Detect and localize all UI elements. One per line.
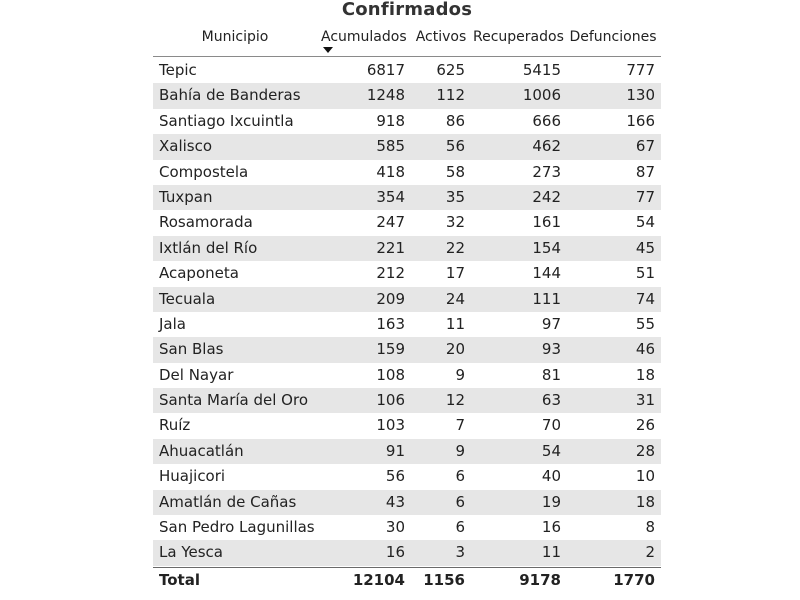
total-defunciones: 1770 — [613, 571, 655, 589]
total-acumulados: 12104 — [352, 571, 405, 589]
table-row[interactable] — [153, 439, 661, 464]
acumulados-cell: 6817 — [366, 61, 405, 79]
recuperados-cell: 242 — [532, 187, 561, 206]
activos-cell: 625 — [436, 61, 465, 79]
table-row[interactable] — [153, 58, 661, 83]
activos-cell: 86 — [445, 111, 465, 130]
municipio-cell: La Yesca — [159, 543, 223, 562]
defunciones-cell: 74 — [635, 289, 655, 308]
activos-cell: 17 — [445, 264, 465, 283]
table-row[interactable] — [153, 83, 661, 108]
municipio-cell: Huajicori — [159, 467, 226, 486]
defunciones-cell: 46 — [635, 340, 655, 359]
defunciones-cell: 55 — [635, 314, 655, 333]
acumulados-cell: 354 — [376, 187, 405, 206]
column-header-defunciones[interactable]: Defunciones — [569, 29, 657, 45]
municipio-cell: San Pedro Lagunillas — [159, 518, 315, 537]
recuperados-cell: 16 — [541, 518, 561, 537]
activos-cell: 9 — [455, 365, 465, 384]
defunciones-cell: 18 — [635, 365, 655, 384]
municipio-cell: Del Nayar — [159, 365, 234, 384]
activos-cell: 112 — [436, 86, 465, 105]
recuperados-cell: 154 — [532, 238, 561, 257]
column-header-municipio[interactable]: Municipio — [201, 29, 269, 45]
table-row[interactable] — [153, 210, 661, 235]
defunciones-cell: 26 — [635, 416, 655, 435]
table-body — [153, 58, 661, 566]
table-row[interactable] — [153, 261, 661, 286]
recuperados-cell: 111 — [532, 289, 561, 308]
defunciones-cell: 67 — [635, 137, 655, 156]
municipio-cell: Ruíz — [159, 416, 191, 435]
municipio-cell: Jala — [159, 314, 186, 333]
acumulados-cell: 918 — [376, 111, 405, 130]
recuperados-cell: 273 — [532, 162, 561, 181]
activos-cell: 32 — [445, 213, 465, 232]
acumulados-cell: 56 — [385, 467, 405, 486]
municipio-cell: Bahía de Banderas — [159, 86, 301, 105]
activos-cell: 6 — [455, 492, 465, 511]
defunciones-cell: 77 — [635, 187, 655, 206]
table-row[interactable] — [153, 464, 661, 489]
acumulados-cell: 103 — [376, 416, 405, 435]
recuperados-cell: 40 — [541, 467, 561, 486]
confirmed-cases-table — [153, 0, 661, 600]
defunciones-cell: 18 — [635, 492, 655, 511]
activos-cell: 20 — [445, 340, 465, 359]
activos-cell: 35 — [445, 187, 465, 206]
defunciones-cell: 10 — [635, 467, 655, 486]
recuperados-cell: 81 — [541, 365, 561, 384]
activos-cell: 6 — [455, 467, 465, 486]
recuperados-cell: 63 — [541, 391, 561, 410]
recuperados-cell: 19 — [541, 492, 561, 511]
municipio-cell: Compostela — [159, 162, 249, 181]
table-row[interactable] — [153, 185, 661, 210]
table-row[interactable] — [153, 160, 661, 185]
defunciones-cell: 31 — [635, 391, 655, 410]
table-row[interactable] — [153, 490, 661, 515]
recuperados-cell: 1006 — [522, 86, 561, 105]
activos-cell: 56 — [445, 137, 465, 156]
table-row[interactable] — [153, 287, 661, 312]
municipio-cell: Acaponeta — [159, 264, 239, 283]
table-row[interactable] — [153, 337, 661, 362]
activos-cell: 7 — [455, 416, 465, 435]
acumulados-cell: 159 — [376, 340, 405, 359]
table-row[interactable] — [153, 388, 661, 413]
defunciones-cell: 8 — [645, 518, 655, 537]
acumulados-cell: 221 — [376, 238, 405, 257]
activos-cell: 6 — [455, 518, 465, 537]
acumulados-cell: 16 — [385, 543, 405, 562]
defunciones-cell: 166 — [626, 111, 655, 130]
activos-cell: 22 — [445, 238, 465, 257]
municipio-cell: Santiago Ixcuintla — [159, 111, 294, 130]
municipio-cell: Amatlán de Cañas — [159, 492, 297, 511]
recuperados-cell: 462 — [532, 137, 561, 156]
total-recuperados: 9178 — [519, 571, 561, 589]
recuperados-cell: 93 — [541, 340, 561, 359]
table-row[interactable] — [153, 312, 661, 337]
defunciones-cell: 45 — [635, 238, 655, 257]
recuperados-cell: 666 — [532, 111, 561, 130]
activos-cell: 24 — [445, 289, 465, 308]
table-row[interactable] — [153, 515, 661, 540]
recuperados-cell: 97 — [541, 314, 561, 333]
sort-descending-icon[interactable] — [323, 47, 333, 53]
acumulados-cell: 209 — [376, 289, 405, 308]
table-row[interactable] — [153, 109, 661, 134]
acumulados-cell: 1248 — [366, 86, 405, 105]
column-header-recuperados[interactable]: Recuperados — [473, 29, 564, 45]
defunciones-cell: 87 — [635, 162, 655, 181]
defunciones-cell: 28 — [635, 441, 655, 460]
recuperados-cell: 161 — [532, 213, 561, 232]
defunciones-cell: 777 — [626, 61, 655, 79]
acumulados-cell: 108 — [376, 365, 405, 384]
acumulados-cell: 163 — [376, 314, 405, 333]
table-row[interactable] — [153, 413, 661, 438]
activos-cell: 3 — [455, 543, 465, 562]
municipio-cell: Xalisco — [159, 137, 213, 156]
total-label: Total — [159, 571, 200, 589]
column-header-activos[interactable]: Activos — [415, 29, 467, 45]
table-row[interactable] — [153, 236, 661, 261]
table-row[interactable] — [153, 540, 661, 565]
activos-cell: 12 — [445, 391, 465, 410]
recuperados-cell: 70 — [541, 416, 561, 435]
municipio-cell: Tuxpan — [159, 187, 213, 206]
column-header-acumulados[interactable]: Acumulados — [321, 29, 407, 45]
defunciones-cell: 2 — [645, 543, 655, 562]
table-row[interactable] — [153, 363, 661, 388]
acumulados-cell: 106 — [376, 391, 405, 410]
table-row[interactable] — [153, 134, 661, 159]
activos-cell: 11 — [445, 314, 465, 333]
defunciones-cell: 130 — [626, 86, 655, 105]
acumulados-cell: 585 — [376, 137, 405, 156]
municipio-cell: San Blas — [159, 340, 224, 359]
activos-cell: 9 — [455, 441, 465, 460]
recuperados-cell: 144 — [532, 264, 561, 283]
municipio-cell: Tecuala — [159, 289, 216, 308]
recuperados-cell: 11 — [541, 543, 561, 562]
activos-cell: 58 — [445, 162, 465, 181]
municipio-cell: Rosamorada — [159, 213, 253, 232]
municipio-cell: Tepic — [159, 61, 197, 79]
acumulados-cell: 30 — [385, 518, 405, 537]
recuperados-cell: 54 — [541, 441, 561, 460]
defunciones-cell: 51 — [635, 264, 655, 283]
acumulados-cell: 247 — [376, 213, 405, 232]
total-activos: 1156 — [423, 571, 465, 589]
total-row — [153, 568, 661, 593]
municipio-cell: Ixtlán del Río — [159, 238, 258, 257]
municipio-cell: Santa María del Oro — [159, 391, 308, 410]
acumulados-cell: 212 — [376, 264, 405, 283]
defunciones-cell: 54 — [635, 213, 655, 232]
column-header-row — [153, 25, 661, 57]
acumulados-cell: 91 — [385, 441, 405, 460]
acumulados-cell: 43 — [385, 492, 405, 511]
municipio-cell: Ahuacatlán — [159, 441, 244, 460]
recuperados-cell: 5415 — [522, 61, 561, 79]
table-title: Confirmados — [341, 0, 473, 20]
header-divider — [153, 56, 661, 57]
acumulados-cell: 418 — [376, 162, 405, 181]
